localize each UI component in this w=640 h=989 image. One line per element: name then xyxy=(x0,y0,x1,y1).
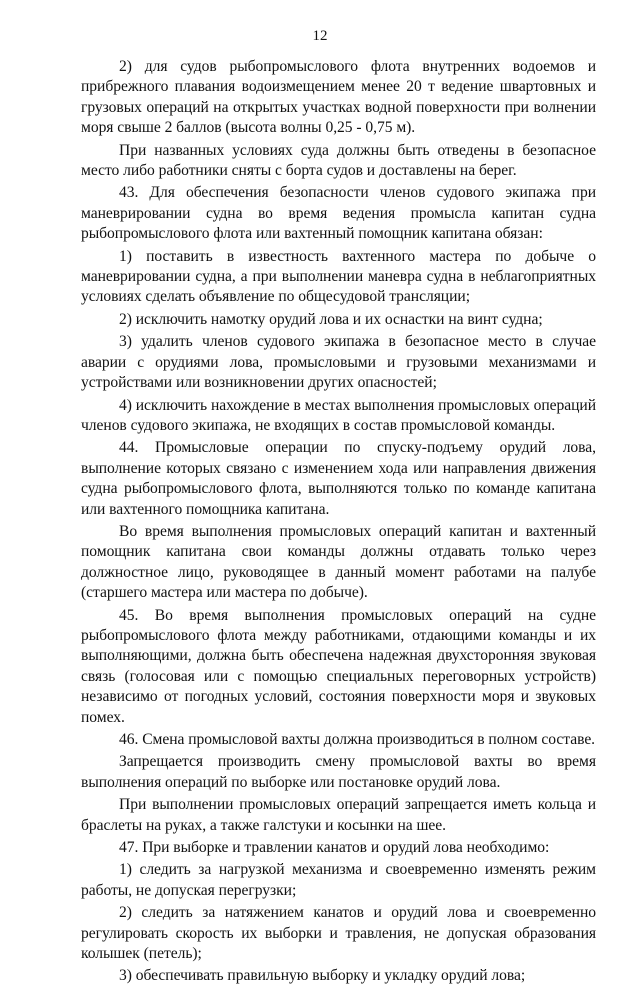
paragraph-47-item-3: 3) обеспечивать правильную выборку и укладку орудий лова; xyxy=(119,967,526,985)
document-body xyxy=(81,57,596,989)
paragraph-item-2-inland-vessels: 2) для судов рыбопромыслового флота внутренних водоемов и прибрежного плавания водоизмещением менее 20 т ведение швартовных и грузовых операций на открытых участках водной поверхности при волнении моря свыше 2 баллов (высота волны 0,25 - 0,75 м). xyxy=(81,58,596,137)
paragraph-46-jewelry: При выполнении промысловых операций запрещается иметь кольца и браслеты на руках, а также галстуки и косынки на шее. xyxy=(81,796,596,834)
paragraph-46-prohibited-shift: Запрещается производить смену промысловой вахты во время выполнения операций по выборке или постановке орудий лова. xyxy=(81,753,596,791)
paragraph-47: 47. При выборке и травлении канатов и орудий лова необходимо: xyxy=(119,839,550,857)
paragraph-46: 46. Смена промысловой вахты должна производиться в полном составе. xyxy=(119,731,596,748)
paragraph-43-item-3: 3) удалить членов судового экипажа в безопасное место в случае аварии с орудиями лова, промысловыми и грузовыми механизмами и устройствами или возникновении других опасностей; xyxy=(81,333,596,392)
paragraph-47-item-2: 2) следить за натяжением канатов и орудий лова и своевременно регулировать скорость их выборки и травления, не допуская образования колышек (петель); xyxy=(81,904,596,963)
paragraph-44-commands: Во время выполнения промысловых операций капитан и вахтенный помощник капитана свои команды должны отдавать только через должностное лицо, руководящее в данный момент работами на палубе (старшего мастера или мастера по добыче). xyxy=(81,522,596,602)
paragraph-43: 43. Для обеспечения безопасности членов судового экипажа при маневрировании судна во время ведения промысла капитан судна рыбопромыслового флота или вахтенный помощник капитана обязан: xyxy=(81,184,596,243)
page-number: 12 xyxy=(312,28,328,44)
paragraph-47-item-1: 1) следить за нагрузкой механизма и своевременно изменять режим работы, не допуская перегрузки; xyxy=(81,861,596,899)
paragraph-conditions-safe-place: При названных условиях суда должны быть отведены в безопасное место либо работники сняты с борта судов и доставлены на берег. xyxy=(81,141,596,180)
paragraph-44: 44. Промысловые операции по спуску-подъему орудий лова, выполнение которых связано с изменением хода или направления движения судна рыбопромыслового флота, выполняются только по команде капитана или вахтенного помощника капитана. xyxy=(81,439,596,518)
paragraph-43-item-4: 4) исключить нахождение в местах выполнения промысловых операций членов судового экипажа, не входящих в состав промысловой команды. xyxy=(81,396,596,434)
paragraph-43-item-1: 1) поставить в известность вахтенного мастера по добыче о маневрировании судна, а при выполнении маневра судна в неблагоприятных условиях сделать объявление по общесудовой трансляции; xyxy=(81,247,596,306)
paragraph-45: 45. Во время выполнения промысловых операций на судне рыбопромыслового флота между работниками, отдающими команды и их выполняющими, должна быть обеспечена надежная двухсторонняя звуковая связь (голосовая или с помощью специальных переговорных устройств) независимо от погодных условий, состояния поверхности моря и звуковых помех. xyxy=(81,606,596,726)
paragraph-43-item-2: 2) исключить намотку орудий лова и их оснастки на винт судна; xyxy=(119,310,543,328)
